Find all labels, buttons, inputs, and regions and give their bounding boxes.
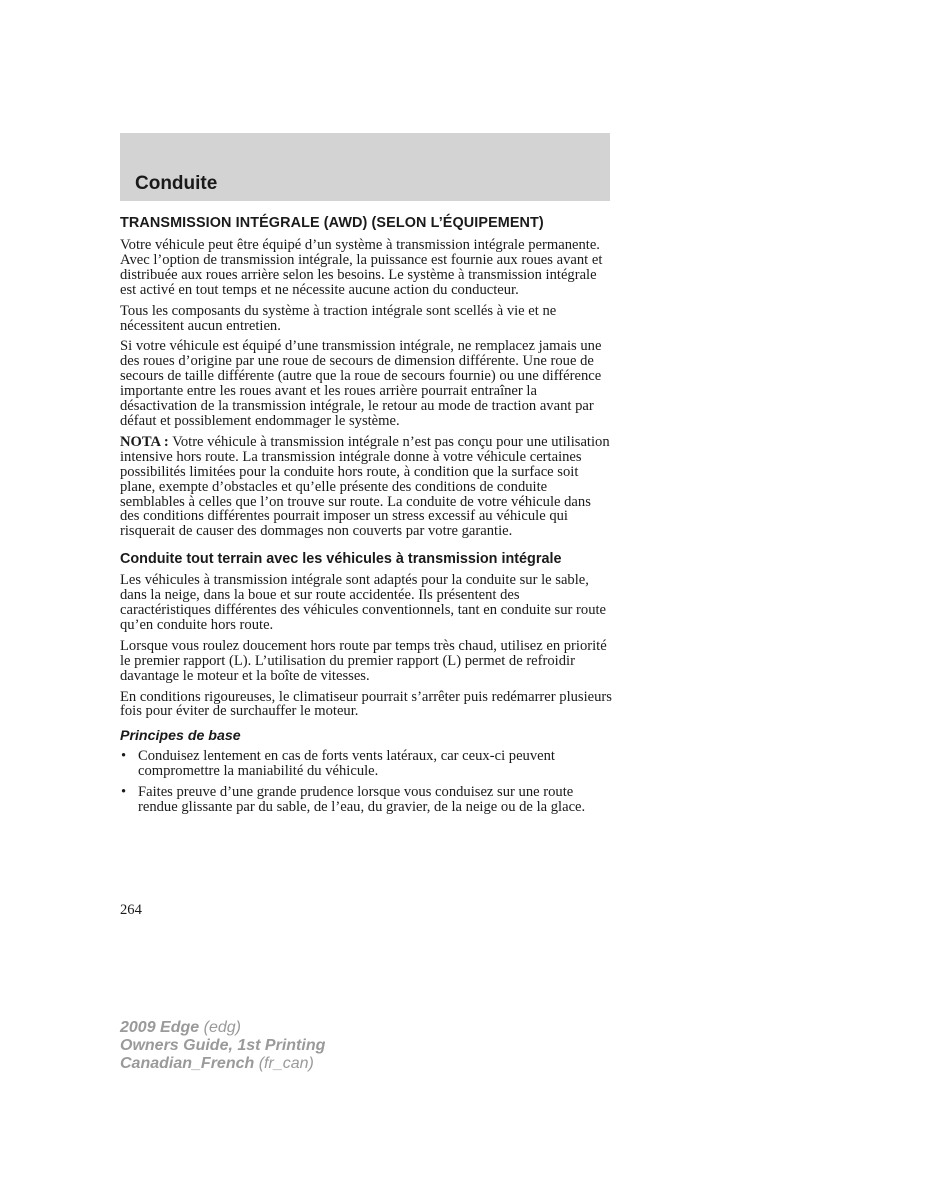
paragraph: En conditions rigoureuses, le climatiseur pourrait s’arrêter puis redémarrer plusieurs fois pour éviter de surchauffer le moteur. [120,688,612,720]
bullet-list [120,749,612,815]
principles-title: Principes de base [120,728,241,745]
list-item-text: Conduisez lentement en cas de forts vents latéraux, car ceux-ci peuvent compromettre la maniabilité du véhicule. [138,748,555,780]
list-item [120,785,612,815]
footer-model: 2009 Edge [120,1019,200,1036]
paragraph: Tous les composants du système à traction intégrale sont scellés à vie et ne nécessitent aucun entretien. [120,302,557,334]
footer-model-code: (edg) [203,1019,241,1036]
bullet-icon: • [121,748,127,765]
paragraph: Les véhicules à transmission intégrale sont adaptés pour la conduite sur le sable, dans la neige, dans la boue et sur route accidentée. Ils présentent des caractéristiques différentes des véhicules conventionnels, tant en conduite sur route qu’en conduite hors route. [120,572,607,633]
section-header-band [120,133,610,201]
nota-text: Votre véhicule à transmission intégrale n’est pas conçu pour une utilisation intensive hors route. La transmission intégrale donne à votre véhicule certaines possibilités limitées pour la conduite hors route, à condition que la surface soit plane, exempte d’obstacles et qu’elle présente des conditions de conduite semblables à celles que l’on trouve sur route. La conduite de votre véhicule dans des conditions différentes pourrait imposer un stress excessif au véhicule qui risquerait de causer des dommages non couverts par votre garantie. [120,433,610,540]
paragraph: Lorsque vous roulez doucement hors route par temps très chaud, utilisez en priorité le premier rapport (L). L’utilisation du premier rapport (L) permet de refroidir davantage le moteur et la boîte de vitesses. [120,637,607,684]
footer-line-1 [120,1019,325,1037]
document-footer [120,1019,325,1073]
bullet-icon: • [121,784,127,801]
footer-language: Canadian_French [120,1055,255,1072]
paragraph: Si votre véhicule est équipé d’une transmission intégrale, ne remplacez jamais une des roues d’origine par une roue de secours de dimension différente. Une roue de secours de taille différente (autre que la roue de secours fournie) ou une différence importante entre les roues avant et les roues arrière pourrait entraîner la désactivation de la transmission intégrale, le retour au mode de traction avant par défaut et possiblement endommager le système. [120,338,602,429]
nota-label: NOTA : [120,433,169,450]
section-title: TRANSMISSION INTÉGRALE (AWD) (SELON L’ÉQUIPEMENT) [120,215,544,231]
page-number: 264 [120,902,142,918]
page-content [120,214,612,821]
footer-line-3 [120,1055,325,1073]
subsection-title: Conduite tout terrain avec les véhicules à transmission intégrale [120,551,562,568]
footer-language-code: (fr_can) [258,1055,314,1072]
list-item [120,749,612,779]
footer-line-2: Owners Guide, 1st Printing [120,1037,326,1054]
chapter-title: Conduite [135,173,218,194]
list-item-text: Faites preuve d’une grande prudence lorsque vous conduisez sur une route rendue glissante par du sable, de l’eau, du gravier, de la neige ou de la glace. [138,784,586,816]
paragraph: Votre véhicule peut être équipé d’un système à transmission intégrale permanente. Avec l’option de transmission intégrale, la puissance est fournie aux roues avant et distribuée aux roues arrière selon les besoins. Le système à transmission intégrale est activé en tout temps et ne nécessite aucune action du conducteur. [120,237,603,298]
nota-paragraph [120,435,612,539]
